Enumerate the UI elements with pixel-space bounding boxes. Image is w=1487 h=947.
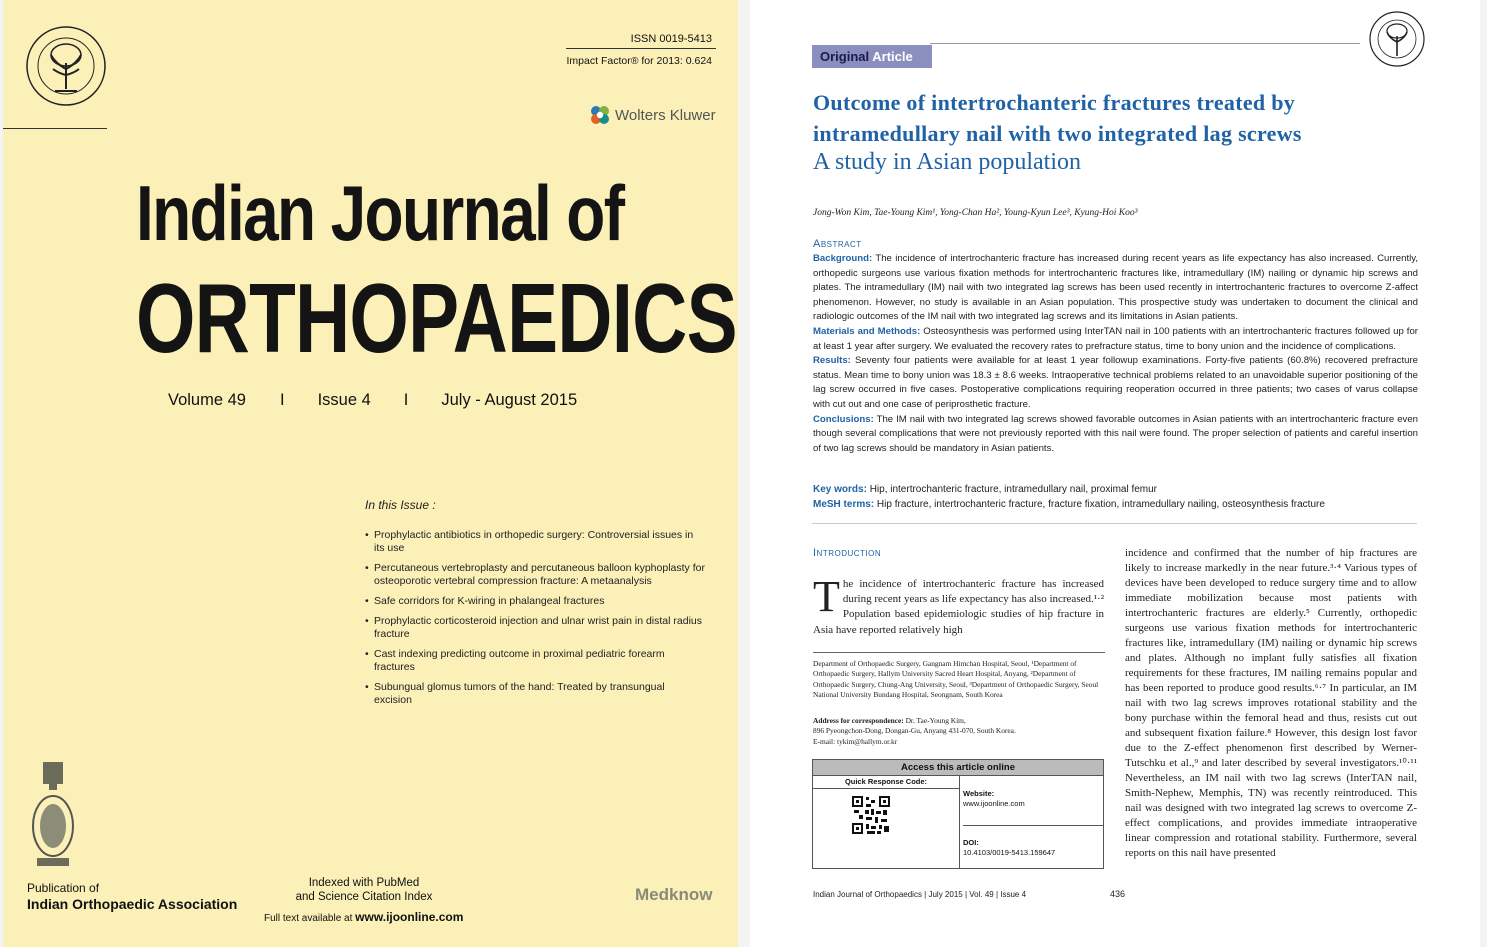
abstract-results [813, 354, 1418, 412]
tag-part2: Article [872, 49, 913, 64]
keywords: Hip, intertrochanteric fracture, intramedullary nail, proximal femur [869, 484, 1158, 495]
abstract-conclusions [813, 413, 1418, 457]
issn: ISSN 0019-5413 [630, 33, 712, 45]
qr-code-icon[interactable] [851, 795, 891, 863]
list-item: • Percutaneous vertebroplasty and percutaneous balloon kyphoplasty for osteoporotic vertebral compression fracture: A metaanalysis [365, 562, 705, 588]
journal-logo-icon [25, 25, 107, 107]
corr-address: 896 Pyeongchon-Dong, Dongan-Gu, Anyang 431-070, South Korea. [813, 726, 1016, 736]
keywords-label: Key words: [813, 484, 867, 495]
issn-rule [566, 48, 716, 49]
impact-factor: Impact Factor® for 2013: 0.624 [566, 55, 712, 67]
keywords-block [813, 483, 1418, 512]
separator: I [279, 391, 285, 409]
qr-label: Quick Response Code: [813, 775, 959, 789]
results-text: Seventy four patients were available for at least 1 year followup examinations. Forty-five patients (60.8%) recovered prefracture status. Mean time to bony union was 18.3 ± 8.6 weeks. Intraoperative technical problems related to an unavoidable superior positioning of the lag screw occurred in five cases. Postoperative complications requiring reoperation occurred in three patients; two cases of varus collapse with cut out and one case of periprosthetic fracture. [813, 355, 1418, 410]
fulltext-prefix: Full text available at [264, 913, 353, 924]
indexed-line2: and Science Citation Index [295, 891, 433, 903]
separator: I [403, 391, 409, 409]
article-title: Outcome of intertrochanteric fractures treated by intramedullary nail with two integrated lag screws [813, 90, 1302, 146]
background-text: The incidence of intertrochanteric fracture has increased during recent years as life expectancy has also increased. Currently, orthopedic surgeons use various fixation methods for intertrochanteric fractures like, intramedullary (IM) nailing or dynamic hip screws and plates. The intramedullary (IM) nail with two integrated lag screws has been used recently in intertrochanteric fractures to overcome Z-affect phenomenon. However, no study is available in an Asian population. This prospective study was undertaken to document the clinical and radiologic outcomes of the IM nail with two integrated lag screws and its limitations in Asian patients. [813, 253, 1419, 323]
correspondence [813, 716, 1105, 747]
list-item: • Cast indexing predicting outcome in proximal pediatric forearm fractures [365, 648, 705, 674]
page-number: 436 [1110, 889, 1126, 899]
qr-column [813, 775, 960, 868]
mesh-terms: Hip fracture, intertrochanteric fracture, fracture fixation, intramedullary nailing, osteosynthesis fracture [876, 498, 1325, 510]
cover-left-rule [3, 128, 107, 129]
access-online-box [812, 759, 1104, 869]
volume: Volume 49 [168, 391, 246, 409]
drop-cap: T [813, 572, 840, 621]
fulltext-url[interactable]: www.ijoonline.com [355, 910, 464, 924]
doi-label: DOI: [963, 838, 979, 847]
background-label: Background: [813, 253, 873, 264]
list-item: • Prophylactic corticosteroid injection and ulnar wrist pain in distal radius fracture [365, 615, 705, 641]
indexing-info [294, 876, 434, 904]
corr-label: Address for correspondence: [813, 716, 904, 725]
issue: Issue 4 [317, 391, 371, 409]
page-footer: Indian Journal of Orthopaedics | July 2015 | Vol. 49 | Issue 4 [813, 890, 1027, 899]
fulltext-info [264, 910, 463, 924]
corr-name: Dr. Tae-Young Kim, [905, 716, 966, 725]
wolters-kluwer-icon [590, 105, 610, 125]
article-page [750, 0, 1480, 947]
issue-contents-list [365, 529, 705, 714]
abstract-background [813, 252, 1418, 325]
website-label: Website: [963, 789, 995, 798]
medknow-logo: Medknow [635, 885, 713, 904]
tag-part1: Original [820, 49, 870, 64]
journal-title-line2: ORTHOPAEDICS [136, 263, 737, 373]
website-column [963, 775, 1103, 868]
section-divider [812, 523, 1417, 524]
volume-issue-line [168, 391, 577, 410]
mesh-label: MeSH terms: [813, 498, 875, 510]
abstract-methods [813, 325, 1418, 354]
abstract-heading: Abstract [813, 238, 862, 250]
publication-of: Publication of [27, 881, 100, 895]
page-gap [738, 0, 750, 947]
list-item: • Prophylactic antibiotics in orthopedic surgery: Controversial issues in its use [365, 529, 705, 555]
introduction-heading: Introduction [813, 547, 882, 559]
indexed-line1: Indexed with PubMed [308, 877, 420, 889]
association-emblem-icon [29, 760, 77, 870]
access-divider [963, 825, 1103, 826]
in-this-issue-heading: In this Issue : [365, 498, 436, 512]
list-item: • Safe corridors for K-wiring in phalangeal fractures [365, 595, 705, 608]
issue-date: July - August 2015 [441, 391, 578, 409]
publisher-logo [590, 105, 716, 125]
website-url[interactable]: www.ijoonline.com [963, 799, 1025, 808]
publisher-name: Wolters Kluwer [615, 106, 716, 124]
methods-text: Osteosynthesis was performed using InterTAN nail in 100 patients with an intertrochanteric fractures followed up for at least 1 year after surgery. We evaluated the recovery rates to prefracture status, time to bony union and the incidence of complications. [813, 325, 1418, 352]
introduction-right-column: incidence and confirmed that the number of hip fractures are likely to increase markedly in the near future.³·⁴ Various types of devices have been developed to reduce surgery time and to allow immediate mobilization because most patients with intertrochanteric fractures are elderly.⁵ Currently, orthopedic surgeons use various fixation methods for intertrochanteric fractures like, intramedullary (IM) nailing or dynamic hip screws and plates. Although no implant fully satisfies all fixation requirements for these fractures, IM nailing remains popular and has been reported to produce good results.⁶·⁷ In particular, an IM nail with two lag screws improves rotational stability and the bony purchase within the femoral head and thus, resists cut out and subsequent fixation failure.⁸ However, this design lost favor due to the Z-effect phenomenon first described by Werner-Tutschku et al.,⁹ and later described by several investigators.¹⁰·¹¹ Nevertheless, an IM nail with two lag screws (InterTAN nail, Smith-Nephew, Memphis, TN) was recently reintroduced. This nail was designed with two integrated lag screws to overcome Z-effect complications, and provides immediate intraoperative linear compression and rotational stability. Furthermore, several reports on this nail have presented [1125, 547, 1417, 859]
list-item: • Subungual glomus tumors of the hand: Treated by transungual excision [365, 681, 705, 707]
association-name: Indian Orthopaedic Association [27, 896, 238, 912]
introduction-left-column [813, 572, 1104, 638]
article-type-tag [812, 45, 932, 68]
affiliation-rule [813, 652, 1105, 653]
access-heading: Access this article online [813, 760, 1103, 776]
journal-title-line1: Indian Journal of [136, 169, 624, 257]
doi[interactable]: 10.4103/0019-5413.159647 [963, 848, 1056, 857]
article-subtitle: A study in Asian population [813, 149, 1082, 175]
journal-seal-icon [1368, 10, 1426, 68]
methods-label: Materials and Methods: [813, 325, 921, 337]
corr-email[interactable]: E-mail: tykim@hallym.or.kr [813, 736, 898, 746]
authors: Jong-Won Kim, Tae-Young Kim¹, Yong-Chan Ha², Young-Kyun Lee³, Kyung-Hoi Koo³ [813, 208, 1138, 218]
conclusions-label: Conclusions: [813, 413, 874, 425]
journal-cover [3, 0, 738, 947]
affiliations: Department of Orthopaedic Surgery, Gangnam Himchan Hospital, Seoul, ¹Department of Orthopaedic Surgery, Hallym University Sacred Heart Hospital, Anyang, ²Department of Orthopaedic Surgery, Chung-Ang University, Seoul, ³Department of Orthopaedic Surgery, Seoul National University Bundang Hospital, Seongnam, South Korea [813, 659, 1099, 699]
conclusions-text: The IM nail with two integrated lag screws showed favorable outcomes in Asian patients with an intertrochanteric fracture even though several complications that were not previously reported with this nail were found. The proper selection of patients and careful insertion of two lag screws should be mandatory in Asian patients. [813, 413, 1418, 454]
header-rule [930, 43, 1360, 44]
results-label: Results: [813, 355, 851, 367]
abstract [813, 252, 1418, 456]
intro-left-text: he incidence of intertrochanteric fracture has increased during recent years as life expectancy has also increased.¹·² Population based epidemiologic studies of hip fracture in Asia have reported relatively high [813, 578, 1104, 636]
